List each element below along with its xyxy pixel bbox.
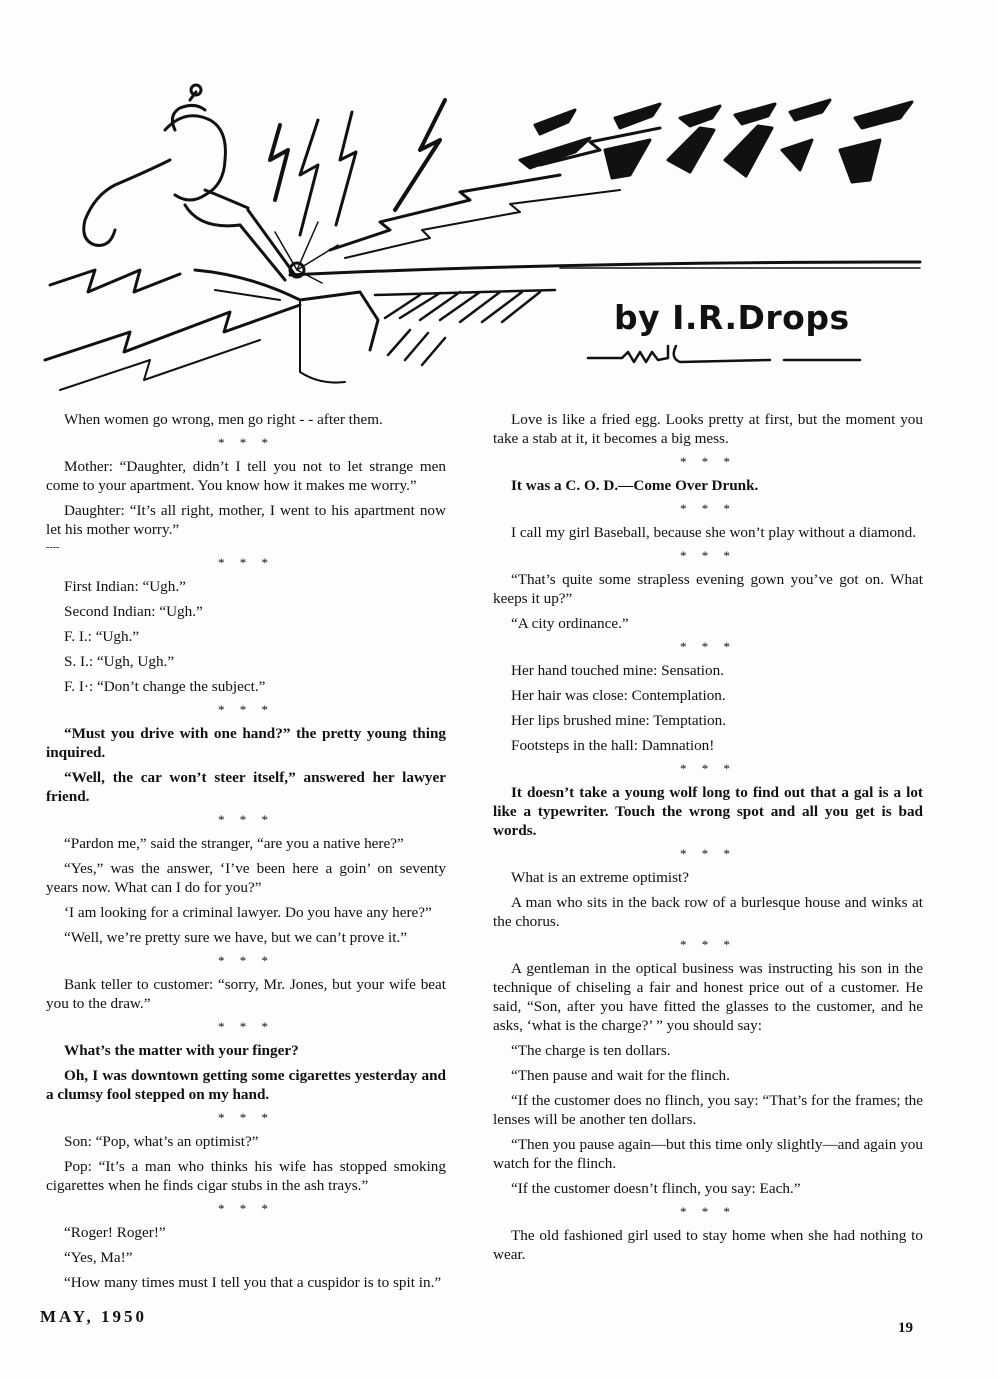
- joke-paragraph: Her hand touched mine: Sensation.: [511, 662, 724, 679]
- section-divider: * * *: [680, 1204, 736, 1219]
- joke-paragraph: “Well, we’re pretty sure we have, but we can’t prove it.”: [64, 929, 408, 946]
- dash-mark: ----: [46, 542, 60, 553]
- section-divider: * * *: [680, 846, 736, 861]
- section-divider: * * *: [680, 548, 736, 563]
- section-divider: * * *: [218, 555, 274, 570]
- joke-paragraph: A gentleman in the optical business was instructing his son in the technique of chiseling a fair and honest price out of a customer. He said, “Son, after you have fitted the glasses to the customer, and he asks, ‘what is the charge?’ ” you should say:: [493, 960, 923, 1034]
- joke-paragraph: Daughter: “It’s all right, mother, I went to his apartment now let his mother worry.”: [46, 502, 446, 538]
- joke-paragraph: I call my girl Baseball, because she won’t play without a diamond.: [511, 524, 917, 541]
- joke-paragraph: F. I·: “Don’t change the subject.”: [64, 678, 266, 695]
- joke-paragraph: S. I.: “Ugh, Ugh.”: [64, 653, 175, 670]
- joke-paragraph: “Pardon me,” said the stranger, “are you a native here?”: [64, 835, 404, 852]
- joke-paragraph: ‘I am looking for a criminal lawyer. Do you have any here?”: [64, 904, 432, 921]
- section-divider: * * *: [680, 454, 736, 469]
- section-divider: * * *: [680, 761, 736, 776]
- joke-paragraph: Second Indian: “Ugh.”: [64, 603, 203, 620]
- section-divider: * * *: [218, 702, 274, 717]
- joke-paragraph: “Then you pause again—but this time only slightly—and again you watch for the flinch.: [493, 1136, 923, 1172]
- joke-paragraph: What is an extreme optimist?: [511, 869, 689, 886]
- joke-paragraph: F. I.: “Ugh.”: [64, 628, 140, 645]
- joke-paragraph: “Yes,” was the answer, ‘I’ve been here a goin’ on seventy years now. What can I do for you?”: [46, 860, 446, 896]
- section-divider: * * *: [218, 1110, 274, 1125]
- section-divider: * * *: [218, 1019, 274, 1034]
- joke-paragraph: “That’s quite some strapless evening gown you’ve got on. What keeps it up?”: [493, 571, 923, 607]
- joke-paragraph: When women go wrong, men go right - - after them.: [64, 411, 383, 428]
- page-number: 19: [898, 1320, 913, 1336]
- joke-paragraph: It was a C. O. D.—Come Over Drunk.: [511, 477, 759, 494]
- section-divider: * * *: [680, 937, 736, 952]
- joke-paragraph: Mother: “Daughter, didn’t I tell you not to let strange men come to your apartment. You know how it makes me worry.”: [46, 458, 446, 494]
- joke-paragraph: What’s the matter with your finger?: [64, 1042, 299, 1059]
- joke-paragraph: “If the customer does no flinch, you say: “That’s for the frames; the lenses will be another ten dollars.: [493, 1092, 923, 1128]
- right-column: [493, 410, 923, 1270]
- joke-paragraph: “Roger! Roger!”: [64, 1224, 166, 1241]
- section-divider: * * *: [218, 435, 274, 450]
- left-column: [46, 410, 446, 1298]
- static-header-illustration: [0, 0, 998, 400]
- joke-paragraph: Footsteps in the hall: Damnation!: [511, 737, 715, 754]
- joke-paragraph: Her lips brushed mine: Temptation.: [511, 712, 727, 729]
- joke-paragraph: “Yes, Ma!”: [64, 1249, 133, 1266]
- joke-paragraph: “If the customer doesn’t flinch, you say: Each.”: [511, 1180, 801, 1197]
- joke-paragraph: Son: “Pop, what’s an optimist?”: [64, 1133, 259, 1150]
- joke-paragraph: “A city ordinance.”: [511, 615, 629, 632]
- joke-paragraph: Pop: “It’s a man who thinks his wife has stopped smoking cigarettes when he finds cigar stubs in the ash trays.”: [46, 1158, 446, 1194]
- joke-paragraph: The old fashioned girl used to stay home when she had nothing to wear.: [493, 1227, 923, 1263]
- joke-paragraph: Her hair was close: Contemplation.: [511, 687, 726, 704]
- issue-date: MAY, 1950: [40, 1307, 147, 1326]
- joke-paragraph: “How many times must I tell you that a cuspidor is to spit in.”: [64, 1274, 442, 1291]
- section-divider: * * *: [218, 953, 274, 968]
- joke-paragraph: A man who sits in the back row of a burlesque house and winks at the chorus.: [493, 894, 923, 930]
- joke-paragraph: “The charge is ten dollars.: [511, 1042, 671, 1059]
- joke-paragraph: “Well, the car won’t steer itself,” answered her lawyer friend.: [46, 769, 446, 805]
- section-divider: * * *: [680, 501, 736, 516]
- joke-paragraph: “Then pause and wait for the flinch.: [511, 1067, 730, 1084]
- joke-paragraph: “Must you drive with one hand?” the pretty young thing inquired.: [46, 725, 446, 761]
- joke-paragraph: Love is like a fried egg. Looks pretty at first, but the moment you take a stab at it, it becomes a big mess.: [493, 411, 923, 447]
- joke-paragraph: First Indian: “Ugh.”: [64, 578, 186, 595]
- byline: by I.R.Drops: [614, 298, 850, 337]
- section-divider: * * *: [680, 639, 736, 654]
- joke-paragraph: It doesn’t take a young wolf long to find out that a gal is a lot like a typewriter. Touch the wrong spot and all you get is bad words.: [493, 784, 923, 839]
- joke-paragraph: Oh, I was downtown getting some cigarettes yesterday and a clumsy fool stepped on my hand.: [46, 1067, 446, 1103]
- section-divider: * * *: [218, 812, 274, 827]
- section-divider: * * *: [218, 1201, 274, 1216]
- joke-paragraph: Bank teller to customer: “sorry, Mr. Jones, but your wife beat you to the draw.”: [46, 976, 446, 1012]
